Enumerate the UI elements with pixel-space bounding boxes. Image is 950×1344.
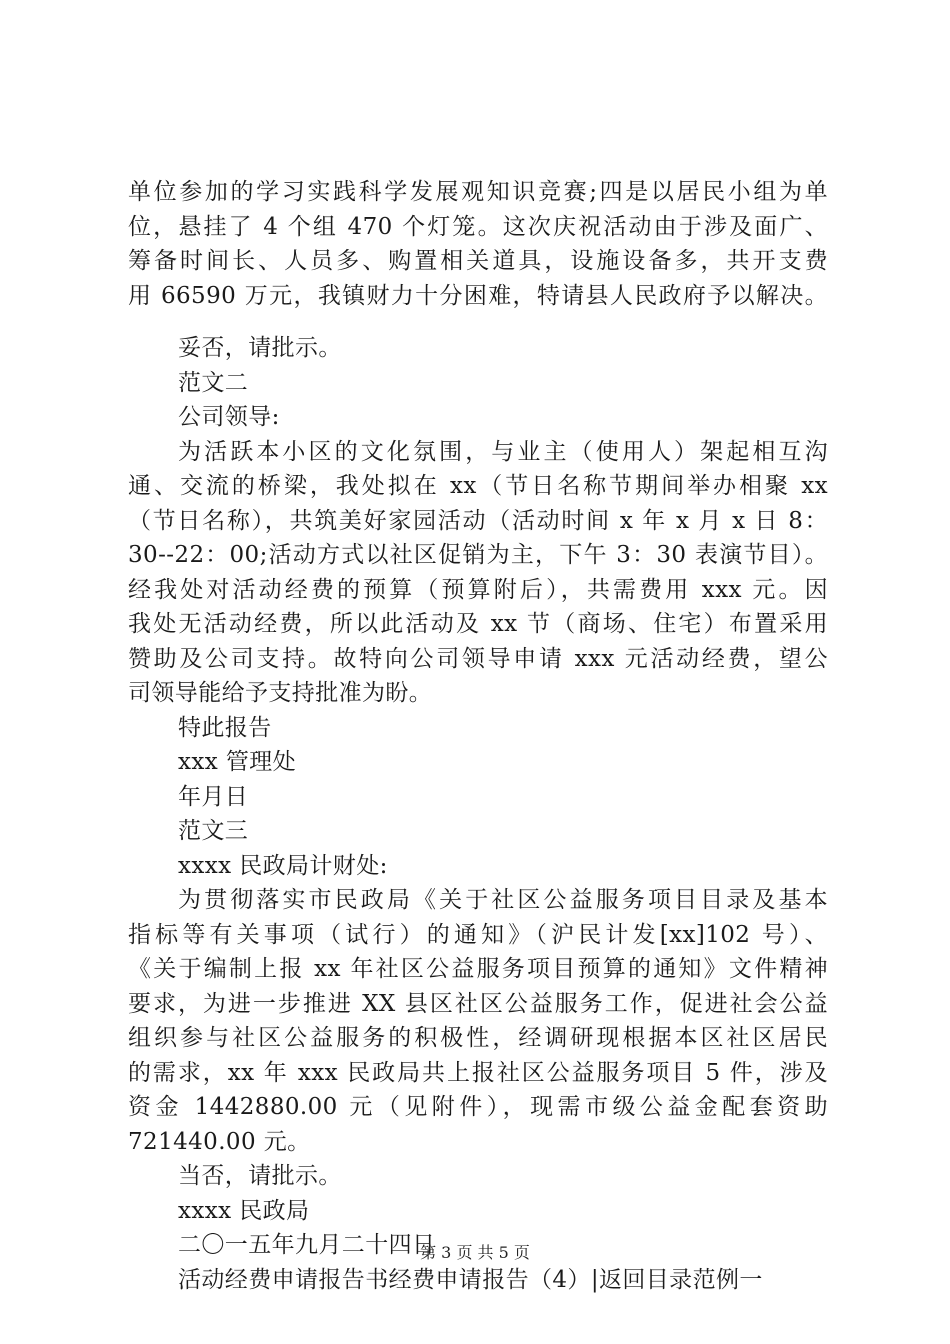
salutation: 公司领导: <box>178 404 280 430</box>
text-line: 30--22：00;活动方式以社区促销为主，下午 3：30 表演节目）。 <box>128 542 828 568</box>
text-line: 单位参加的学习实践科学发展观知识竞赛;四是以居民小组为单 <box>128 179 828 205</box>
text-line: 特此报告 <box>178 714 272 741</box>
text-line: 为活跃本小区的文化氛围，与业主（使用人）架起相互沟 <box>178 438 828 465</box>
text-line: 司领导能给予支持批准为盼。 <box>128 680 433 706</box>
text-line: 要求，为进一步推进 XX 县区社区公益服务工作，促进社会公益 <box>128 990 828 1017</box>
date-line: 二〇一五年九月二十四日 <box>178 1232 436 1258</box>
text-line: 筹备时间长、人员多、购置相关道具，设施设备多，共开支费 <box>128 248 828 274</box>
date-line: 年月日 <box>178 783 249 810</box>
text-line: 通、交流的桥梁，我处拟在 xx（节日名称节期间举办相聚 xx <box>128 473 828 499</box>
text-line: 资金 1442880.00 元（见附件），现需市级公益金配套资助 <box>128 1094 828 1120</box>
text-line: 721440.00 元。 <box>128 1128 311 1155</box>
text-line: （节日名称），共筑美好家园活动（活动时间 x 年 x 月 x 日 8： <box>128 507 828 534</box>
signature: xxxx 民政局 <box>178 1197 310 1224</box>
text-line: 活动经费申请报告书经费申请报告（4）|返回目录范例一 <box>178 1266 763 1293</box>
text-line: 的需求，xx 年 xxx 民政局共上报社区公益服务项目 5 件，涉及 <box>128 1059 828 1086</box>
text-line: 经我处对活动经费的预算（预算附后），共需费用 xxx 元。因 <box>128 576 828 603</box>
text-line: 组织参与社区公益服务的积极性，经调研现根据本区社区居民 <box>128 1025 828 1051</box>
text-line: 指标等有关事项（试行）的通知》（沪民计发[xx]102 号）、 <box>128 921 828 948</box>
text-line: 为贯彻落实市民政局《关于社区公益服务项目目录及基本 <box>178 887 828 913</box>
text-line: 《关于编制上报 xx 年社区公益服务项目预算的通知》文件精神 <box>128 956 828 982</box>
text-line: 位，悬挂了 4 个组 470 个灯笼。这次庆祝活动由于涉及面广、 <box>128 213 828 240</box>
signature: xxx 管理处 <box>178 749 297 775</box>
text-line: 我处无活动经费，所以此活动及 xx 节（商场、住宅）布置采用 <box>128 611 828 637</box>
text-line: 妥否，请批示。 <box>178 335 342 361</box>
text-line: 当否，请批示。 <box>178 1163 342 1189</box>
text-line: 赞助及公司支持。故特向公司领导申请 xxx 元活动经费，望公 <box>128 645 828 672</box>
section-heading: 范文三 <box>178 818 249 844</box>
page-number-footer: 第 3 页 共 5 页 <box>420 1243 530 1262</box>
salutation: xxxx 民政局计财处: <box>178 852 388 879</box>
text-line: 用 66590 万元，我镇财力十分困难，特请县人民政府予以解决。 <box>128 282 828 309</box>
paragraph-block-2 <box>128 331 828 1297</box>
section-heading: 范文二 <box>178 369 249 396</box>
paragraph-block-1 <box>128 175 828 313</box>
